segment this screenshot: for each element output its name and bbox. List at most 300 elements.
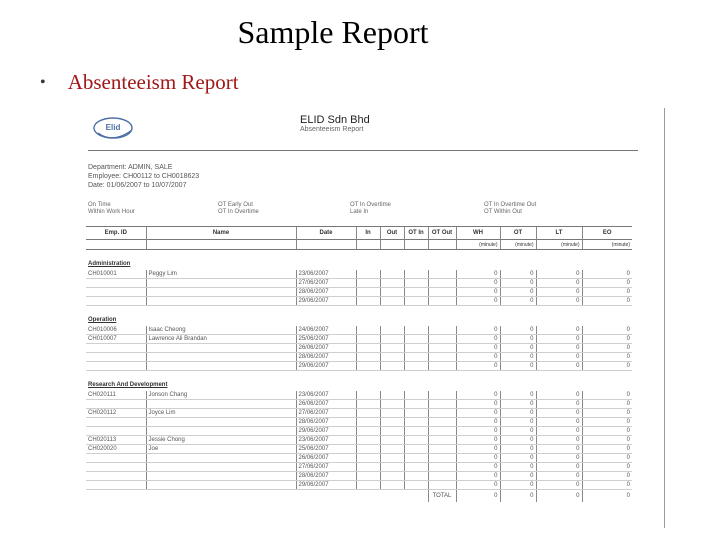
table-cell	[380, 335, 404, 344]
table-cell	[404, 418, 428, 427]
table-cell	[356, 454, 380, 463]
table-cell	[404, 400, 428, 409]
table-cell	[356, 472, 380, 481]
table-cell: 0	[582, 445, 632, 454]
department-row	[86, 258, 632, 270]
table-row	[86, 362, 632, 371]
logo-text: Elid	[105, 123, 121, 132]
column-header: Emp. ID	[86, 227, 146, 240]
column-unit	[146, 240, 296, 250]
table-cell	[86, 481, 146, 490]
table-cell: 26/06/2007	[296, 400, 356, 409]
table-cell	[86, 454, 146, 463]
table-cell: 0	[500, 472, 536, 481]
code-legend	[350, 202, 391, 216]
table-cell: 0	[536, 418, 582, 427]
spacer-row	[86, 371, 632, 380]
table-cell: 0	[456, 297, 500, 306]
table-cell: 0	[500, 353, 536, 362]
table-cell	[404, 279, 428, 288]
column-unit: (minute)	[582, 240, 632, 250]
table-cell	[146, 481, 296, 490]
table-row	[86, 445, 632, 454]
table-cell	[380, 270, 404, 279]
table-cell	[428, 418, 456, 427]
table-cell: 0	[582, 400, 632, 409]
column-unit	[86, 240, 146, 250]
table-cell: 0	[536, 427, 582, 436]
code-text: On Time	[88, 202, 111, 208]
table-cell: 0	[582, 362, 632, 371]
table-row	[86, 297, 632, 306]
table-cell: 0	[456, 436, 500, 445]
table-cell: 0	[456, 481, 500, 490]
table-cell: 0	[500, 362, 536, 371]
table-cell: 25/06/2007	[296, 335, 356, 344]
table-cell	[146, 400, 296, 409]
table-cell: 0	[500, 400, 536, 409]
table-cell: 0	[500, 427, 536, 436]
table-cell	[404, 353, 428, 362]
table-cell	[356, 353, 380, 362]
table-cell: 0	[582, 436, 632, 445]
table-cell: 0	[582, 454, 632, 463]
table-cell	[380, 454, 404, 463]
table-cell	[356, 463, 380, 472]
table-cell	[404, 326, 428, 335]
table-cell: 0	[536, 297, 582, 306]
table-cell	[380, 391, 404, 400]
table-cell	[86, 427, 146, 436]
column-header: OT	[500, 227, 536, 240]
table-cell: CH020113	[86, 436, 146, 445]
table-cell	[86, 463, 146, 472]
attendance-table	[86, 226, 632, 502]
table-cell: 0	[500, 279, 536, 288]
table-row	[86, 400, 632, 409]
table-cell	[380, 288, 404, 297]
table-cell: 0	[456, 270, 500, 279]
table-cell	[404, 463, 428, 472]
spacer-row	[86, 306, 632, 315]
table-cell: 0	[536, 454, 582, 463]
table-cell	[428, 463, 456, 472]
table-cell	[86, 400, 146, 409]
table-cell: 0	[582, 472, 632, 481]
table-cell	[146, 353, 296, 362]
table-row	[86, 344, 632, 353]
table-cell: 0	[582, 344, 632, 353]
table-cell: 0	[536, 344, 582, 353]
table-cell: 0	[500, 326, 536, 335]
table-cell	[404, 362, 428, 371]
bullet-text: Absenteeism Report	[67, 70, 239, 94]
table-cell	[356, 362, 380, 371]
table-cell: 0	[536, 472, 582, 481]
table-row	[86, 391, 632, 400]
column-header: WH	[456, 227, 500, 240]
table-cell	[404, 335, 428, 344]
table-cell	[428, 391, 456, 400]
table-cell	[428, 326, 456, 335]
table-cell: 0	[536, 400, 582, 409]
column-unit	[404, 240, 428, 250]
table-cell: 0	[500, 445, 536, 454]
table-cell	[428, 445, 456, 454]
department-name: Administration	[88, 261, 131, 267]
code-legend	[484, 202, 536, 216]
table-cell	[356, 297, 380, 306]
table-cell: 0	[456, 335, 500, 344]
column-unit	[428, 240, 456, 250]
table-cell	[86, 353, 146, 362]
table-cell: 0	[536, 362, 582, 371]
table-cell: 27/06/2007	[296, 409, 356, 418]
table-cell: 0	[582, 335, 632, 344]
bullet-dot: •	[40, 74, 46, 91]
table-cell: 0	[456, 454, 500, 463]
column-header: OT Out	[428, 227, 456, 240]
table-cell: 0	[582, 391, 632, 400]
table-cell	[356, 326, 380, 335]
table-cell: 24/06/2007	[296, 326, 356, 335]
table-row	[86, 326, 632, 335]
table-cell: 0	[500, 490, 536, 503]
table-cell	[356, 335, 380, 344]
column-header: Name	[146, 227, 296, 240]
table-row	[86, 436, 632, 445]
column-unit	[356, 240, 380, 250]
company-name: ELID Sdn Bhd	[300, 114, 370, 126]
table-cell: 0	[536, 445, 582, 454]
table-cell	[146, 279, 296, 288]
table-cell: 0	[536, 391, 582, 400]
table-cell: 0	[456, 362, 500, 371]
table-cell	[86, 288, 146, 297]
table-cell	[428, 472, 456, 481]
code-text: OT Within Out	[484, 209, 522, 215]
elid-logo	[92, 114, 138, 142]
table-cell: 26/06/2007	[296, 454, 356, 463]
table-units-row	[86, 240, 632, 250]
header-divider	[88, 150, 638, 151]
table-cell: 23/06/2007	[296, 391, 356, 400]
department-row	[86, 379, 632, 391]
table-cell	[404, 472, 428, 481]
table-cell: 0	[500, 463, 536, 472]
table-cell	[356, 400, 380, 409]
table-cell	[428, 279, 456, 288]
table-cell: Joyce Lim	[146, 409, 296, 418]
code-text: Within Work Hour	[88, 209, 135, 215]
column-header: LT	[536, 227, 582, 240]
table-cell: 0	[456, 400, 500, 409]
table-cell	[146, 344, 296, 353]
table-cell: 0	[500, 270, 536, 279]
table-cell	[356, 436, 380, 445]
table-cell	[146, 454, 296, 463]
table-cell	[428, 353, 456, 362]
column-unit	[296, 240, 356, 250]
table-cell: 29/06/2007	[296, 362, 356, 371]
table-cell	[86, 472, 146, 481]
column-unit: (minute)	[456, 240, 500, 250]
table-cell: 0	[536, 279, 582, 288]
table-cell	[428, 362, 456, 371]
department-name: Operation	[88, 317, 117, 323]
table-cell	[428, 335, 456, 344]
table-row	[86, 409, 632, 418]
table-row	[86, 270, 632, 279]
column-unit: (minute)	[536, 240, 582, 250]
date-line: Date: 01/06/2007 to 10/07/2007	[88, 182, 187, 189]
table-row	[86, 335, 632, 344]
table-cell: 28/06/2007	[296, 472, 356, 481]
table-cell: 0	[536, 326, 582, 335]
table-row	[86, 472, 632, 481]
table-cell	[86, 279, 146, 288]
table-cell: 0	[456, 344, 500, 353]
table-cell	[356, 445, 380, 454]
table-cell	[356, 409, 380, 418]
bullet-item	[40, 70, 239, 95]
table-cell	[428, 297, 456, 306]
table-cell	[146, 288, 296, 297]
table-cell	[146, 362, 296, 371]
column-header: In	[356, 227, 380, 240]
table-cell	[86, 418, 146, 427]
table-cell: Isaac Cheong	[146, 326, 296, 335]
table-cell	[380, 326, 404, 335]
table-cell	[380, 353, 404, 362]
table-cell: CH010007	[86, 335, 146, 344]
table-cell: 0	[456, 391, 500, 400]
column-header: EO	[582, 227, 632, 240]
table-cell	[380, 481, 404, 490]
table-cell: 0	[536, 436, 582, 445]
report-image	[60, 108, 665, 528]
table-row	[86, 427, 632, 436]
table-cell: 0	[536, 270, 582, 279]
table-cell: 0	[456, 409, 500, 418]
table-cell: 23/06/2007	[296, 270, 356, 279]
table-cell	[86, 362, 146, 371]
table-cell: 28/06/2007	[296, 353, 356, 362]
table-cell: 0	[500, 297, 536, 306]
table-cell: Lawrence Ali Brandan	[146, 335, 296, 344]
table-cell: 29/06/2007	[296, 481, 356, 490]
table-cell: 27/06/2007	[296, 279, 356, 288]
table-cell: CH020020	[86, 445, 146, 454]
table-cell	[428, 454, 456, 463]
table-cell: 0	[500, 391, 536, 400]
table-cell: 0	[536, 463, 582, 472]
table-row	[86, 454, 632, 463]
table-cell: Jonson Chang	[146, 391, 296, 400]
table-cell: 0	[582, 353, 632, 362]
table-cell	[380, 418, 404, 427]
table-cell: 0	[536, 353, 582, 362]
table-cell: 0	[456, 288, 500, 297]
table-cell	[380, 279, 404, 288]
table-cell	[428, 344, 456, 353]
table-cell	[380, 344, 404, 353]
table-cell	[404, 297, 428, 306]
table-cell: 0	[582, 409, 632, 418]
table-cell: 0	[500, 436, 536, 445]
column-header: Out	[380, 227, 404, 240]
table-cell	[428, 409, 456, 418]
table-cell	[356, 288, 380, 297]
table-cell: 0	[582, 418, 632, 427]
table-cell: 0	[582, 279, 632, 288]
table-cell	[380, 436, 404, 445]
table-cell: 0	[500, 418, 536, 427]
table-cell: Joe	[146, 445, 296, 454]
code-text: OT Early Out	[218, 202, 253, 208]
table-cell: 0	[456, 353, 500, 362]
table-row	[86, 279, 632, 288]
table-cell	[146, 297, 296, 306]
spacer-row	[86, 250, 632, 259]
table-cell: CH010001	[86, 270, 146, 279]
table-cell: 0	[582, 297, 632, 306]
table-cell: 0	[500, 454, 536, 463]
table-cell	[146, 463, 296, 472]
table-cell	[380, 463, 404, 472]
table-cell: 0	[456, 445, 500, 454]
table-cell	[146, 427, 296, 436]
table-cell: 0	[582, 270, 632, 279]
table-cell: 0	[456, 279, 500, 288]
code-text: OT In Overtime	[350, 202, 391, 208]
table-cell	[428, 427, 456, 436]
table-cell	[404, 445, 428, 454]
table-cell: 0	[456, 463, 500, 472]
table-cell: 0	[500, 481, 536, 490]
table-cell	[356, 344, 380, 353]
code-text: Late In	[350, 209, 369, 215]
column-header: Date	[296, 227, 356, 240]
table-cell	[428, 288, 456, 297]
table-cell: CH020111	[86, 391, 146, 400]
table-row	[86, 418, 632, 427]
table-cell: 25/06/2007	[296, 445, 356, 454]
table-cell	[356, 418, 380, 427]
table-cell	[380, 445, 404, 454]
table-cell: 27/06/2007	[296, 463, 356, 472]
table-cell: 0	[582, 427, 632, 436]
table-cell: 0	[536, 288, 582, 297]
table-cell: 0	[500, 288, 536, 297]
table-cell	[404, 454, 428, 463]
table-cell	[380, 400, 404, 409]
table-cell: Jessie Chong	[146, 436, 296, 445]
table-cell: 28/06/2007	[296, 418, 356, 427]
table-cell	[356, 279, 380, 288]
table-cell: 0	[536, 335, 582, 344]
table-cell	[356, 270, 380, 279]
column-unit	[380, 240, 404, 250]
table-cell	[356, 481, 380, 490]
table-cell	[404, 391, 428, 400]
table-cell	[356, 391, 380, 400]
table-cell: 0	[456, 418, 500, 427]
table-header-row	[86, 227, 632, 240]
table-cell: 26/06/2007	[296, 344, 356, 353]
table-cell: Peggy Lim	[146, 270, 296, 279]
table-cell: 0	[582, 490, 632, 503]
table-cell: 0	[500, 344, 536, 353]
slide-title: Sample Report	[237, 14, 429, 50]
table-cell	[404, 270, 428, 279]
table-cell	[356, 427, 380, 436]
table-cell	[404, 427, 428, 436]
table-cell: 0	[456, 472, 500, 481]
table-row	[86, 481, 632, 490]
table-cell	[428, 436, 456, 445]
table-cell	[380, 472, 404, 481]
table-cell: CH020112	[86, 409, 146, 418]
column-header: OT In	[404, 227, 428, 240]
code-text: OT In Overtime	[218, 209, 259, 215]
code-text: OT In Overtime Out	[484, 202, 537, 208]
table-cell: 29/06/2007	[296, 297, 356, 306]
employee-line: Employee: CH00112 to CH0018623	[88, 173, 200, 180]
table-cell	[380, 409, 404, 418]
table-cell: 0	[500, 409, 536, 418]
table-cell	[428, 400, 456, 409]
table-cell: TOTAL	[428, 490, 456, 503]
department-name: Research And Development	[88, 382, 168, 388]
table-cell	[404, 436, 428, 445]
table-cell: 0	[536, 490, 582, 503]
table-cell: 0	[456, 427, 500, 436]
table-cell: 0	[456, 490, 500, 503]
table-cell	[146, 472, 296, 481]
total-row	[86, 490, 632, 503]
table-cell	[86, 344, 146, 353]
table-cell: 0	[500, 335, 536, 344]
table-cell	[404, 481, 428, 490]
table-cell: 0	[582, 463, 632, 472]
table-cell: 0	[582, 326, 632, 335]
report-criteria	[88, 163, 199, 190]
table-cell: CH010006	[86, 326, 146, 335]
table-cell	[404, 409, 428, 418]
code-legend	[218, 202, 259, 216]
table-row	[86, 463, 632, 472]
table-cell: 28/06/2007	[296, 288, 356, 297]
table-row	[86, 288, 632, 297]
table-cell	[428, 481, 456, 490]
table-row	[86, 353, 632, 362]
department-row	[86, 314, 632, 326]
table-cell	[428, 270, 456, 279]
table-cell	[404, 344, 428, 353]
table-cell: 0	[536, 481, 582, 490]
table-cell: 0	[582, 481, 632, 490]
table-cell	[146, 418, 296, 427]
table-cell: 0	[536, 409, 582, 418]
table-cell	[380, 297, 404, 306]
table-cell	[404, 288, 428, 297]
table-cell	[380, 427, 404, 436]
code-legend	[88, 202, 135, 216]
table-cell: 0	[582, 288, 632, 297]
report-subtitle: Absenteeism Report	[300, 126, 364, 133]
department-line: Department: ADMIN, SALE	[88, 164, 173, 171]
